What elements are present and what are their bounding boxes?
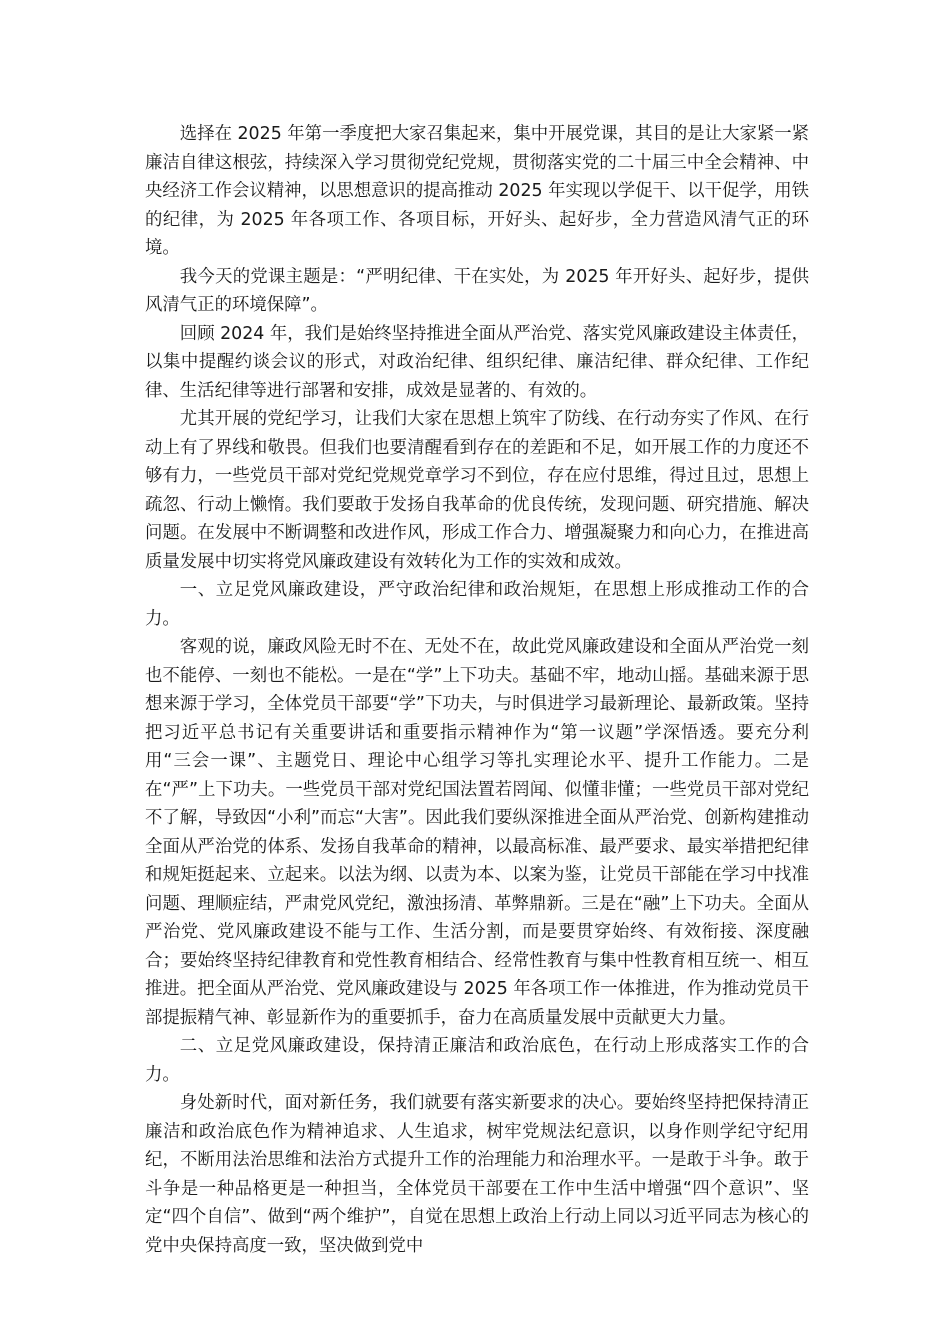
paragraph-section-2-body: 身处新时代，面对新任务，我们就要有落实新要求的决心。要始终坚持把保持清正廉洁和政治底色作为精神追求、人生追求，树牢党规法纪意识，以身作则学纪守纪用纪，不断用法治思维和法治方式提升工作的治理能力和治理水平。一是敢于斗争。敢于斗争是一种品格更是一种担当，全体党员干部要在工作中生活中增强“四个意识”、坚定“四个自信”、做到“两个维护”，自觉在思想上政治上行动上同以习近平同志为核心的党中央保持高度一致，坚决做到党中 [145, 1093, 809, 1256]
paragraph-section-1-body: 客观的说，廉政风险无时不在、无处不在，故此党风廉政建设和全面从严治党一刻也不能停、一刻也不能松。一是在“学”上下功夫。基础不牢，地动山摇。基础来源于思想来源于学习，全体党员干部要“学”下功夫，与时俱进学习最新理论、最新政策。坚持把习近平总书记有关重要讲话和重要指示精神作为“第一议题”学深悟透。要充分利用“三会一课”、主题党日、理论中心组学习等扎实理论水平、提升工作能力。二是在“严”上下功夫。一些党员干部对党纪国法置若罔闻、似懂非懂；一些党员干部对党纪不了解，导致因“小利”而忘“大害”。因此我们要纵深推进全面从严治党、创新构建推动全面从严治党的体系、发扬自我革命的精神，以最高标准、最严要求、最实举措把纪律和规矩挺起来、立起来。以法为纲、以责为本、以案为鉴，让党员干部能在学习中找准问题、理顺症结，严肃党风党纪，激浊扬清、革弊鼎新。三是在“融”上下功夫。全面从严治党、党风廉政建设不能与工作、生活分割，而是要贯穿始终、有效衔接、深度融合；要始终坚持纪律教育和党性教育相结合、经常性教育与集中性教育相互统一、相互推进。把全面从严治党、党风廉政建设与 2025 年各项工作一体推进，作为推动党员干部提振精气神、彰显新作为的重要抓手，奋力在高质量发展中贡献更大力量。 [145, 637, 809, 1028]
section-heading-2: 二、立足党风廉政建设，保持清正廉洁和政治底色，在行动上形成落实工作的合力。 [145, 1036, 809, 1085]
section-heading-1: 一、立足党风廉政建设，严守政治纪律和政治规矩，在思想上形成推动工作的合力。 [145, 580, 809, 629]
paragraph-shortcomings: 尤其开展的党纪学习，让我们大家在思想上筑牢了防线、在行动夯实了作风、在行动上有了界线和敬畏。但我们也要清醒看到存在的差距和不足，如开展工作的力度还不够有力，一些党员干部对党纪党规党章学习不到位，存在应付思维，得过且过，思想上疏忽、行动上懒惰。我们要敢于发扬自我革命的优良传统，发现问题、研究措施、解决问题。在发展中不断调整和改进作风，形成工作合力、增强凝聚力和向心力，在推进高质量发展中切实将党风廉政建设有效转化为工作的实效和成效。 [145, 409, 809, 572]
paragraph-review-2024: 回顾 2024 年，我们是始终坚持推进全面从严治党、落实党风廉政建设主体责任，以集中提醒约谈会议的形式，对政治纪律、组织纪律、廉洁纪律、群众纪律、工作纪律、生活纪律等进行部署和安排，成效是显著的、有效的。 [145, 323, 810, 401]
paragraph-opening: 选择在 2025 年第一季度把大家召集起来，集中开展党课，其目的是让大家紧一紧廉洁自律这根弦，持续深入学习贯彻党纪党规，贯彻落实党的二十届三中全会精神、中央经济工作会议精神，以思想意识的提高推动 2025 年实现以学促干、以干促学，用铁的纪律，为 2025 年各项工作、各项目标，开好头、起好步，全力营造风清气正的环境。 [145, 124, 810, 258]
paragraph-lecture-theme: 我今天的党课主题是：“严明纪律、干在实处，为 2025 年开好头、起好步，提供风清气正的环境保障”。 [145, 266, 809, 315]
document-body [145, 120, 809, 1260]
